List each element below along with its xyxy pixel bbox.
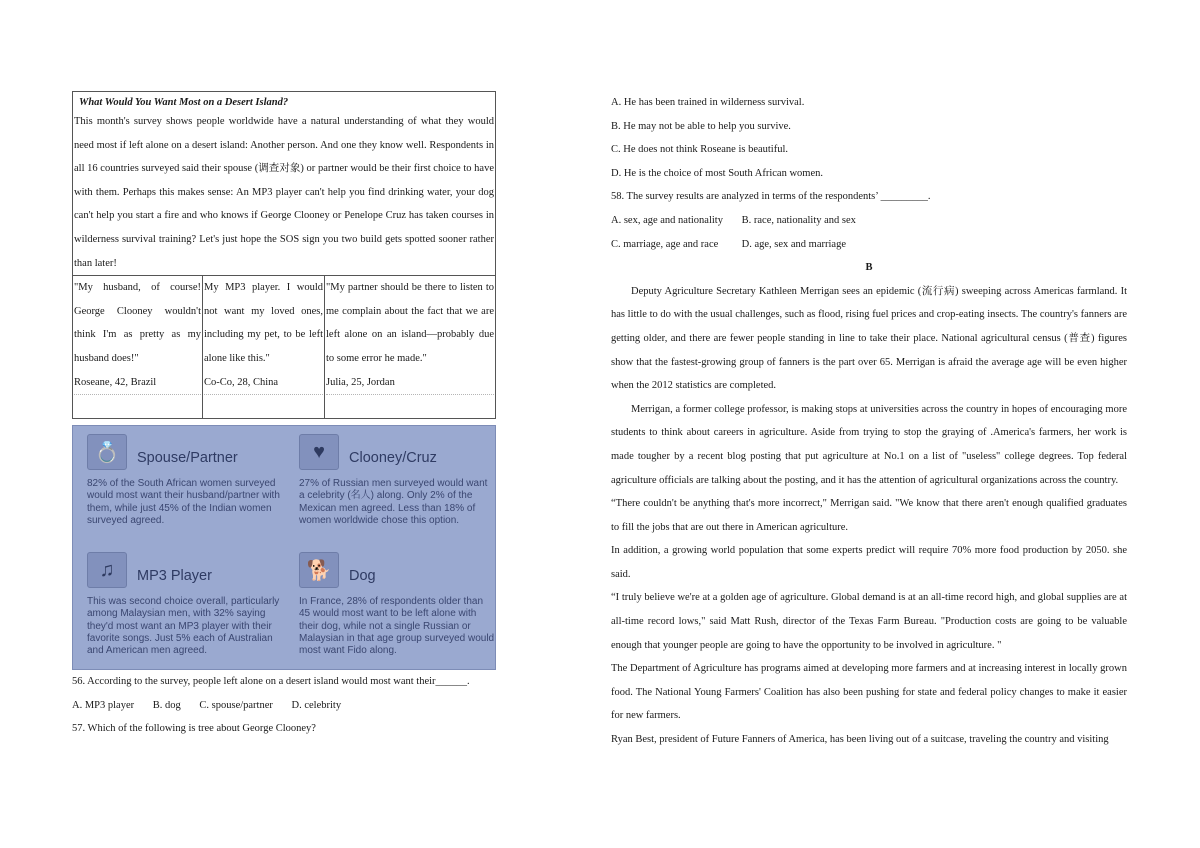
q57-option-c: C. He does not think Roseane is beautiful. [611,144,789,156]
dog-icon: 🐕 [299,552,339,588]
q58-option-b: B. race, nationality and sex [741,214,856,226]
infobox-text: 82% of the South African women surveyed would most want their husband/partner with them, while just 45% of the Indian women surveyed agreed. [87,478,280,527]
passage-paragraph: “I truly believe we're at a golden age of agriculture. Global demand is at an all-time record high, and global supplies are at all-time record lows," said Matt Rush, director of the Texas Farm Bureau. "Production costs are going to be valuable enough that younger people are going to have the opportunity to be involved in agriculture. " [611,592,1127,651]
option-b: B. dog [152,699,181,711]
q58-option-a: A. sex, age and nationality [611,214,723,226]
quote-author: Co-Co, 28, China [204,371,323,396]
passage-paragraph: In addition, a growing world population that some experts predict will require 70% more food production by 2050. she said. [611,545,1127,580]
infobox-heading: MP3 Player [137,568,212,585]
question-56 [72,670,496,741]
quote-author: Roseane, 42, Brazil [74,371,201,396]
infobox-text: 27% of Russian men surveyed would want a celebrity (名人) along. Only 2% of the Mexican men agreed. Less than 18% of women worldwide chose this option. [299,478,488,527]
q58-option-d: D. age, sex and marriage [741,238,846,250]
quote-julia [324,276,495,418]
passage-paragraph: The Department of Agriculture has programs aimed at developing more farmers and at increasing interest in locally grown food. The National Young Farmers' Coalition has also been pushing for state and federal policy changes to make it easier for new farmers. [611,663,1127,722]
quote-text: My MP3 player. I would not want my loved ones, including my pet, to be left alone like this." [204,282,323,364]
passage-paragraph: Merrigan, a former college professor, is making stops at universities across the country in hopes of encouraging more students to think about careers in agriculture. Aside from trying to stop the graying of .America's farmers, her work is made tougher by a recent blog posting that put agriculture at No.1 on a list of "useless" college degrees. Top federal agriculture officials are talking about the posting, and it has the attention of agricultural organizations across the country. [611,403,1127,486]
quote-text: "My partner should be there to listen to me complain about the fact that we are left alone on an island—probably due to some error he made." [326,282,494,364]
infobox-dog [299,552,495,664]
left-column [72,91,496,741]
quotes-row [73,275,495,418]
infobox-spouse-partner [87,434,287,544]
passage-paragraph: “There couldn't be anything that's more incorrect," Merrigan said. "We know that there aren't enough qualified graduates to fill the jobs that are out there in American agriculture. [611,498,1127,533]
q58-option-c: C. marriage, age and race [611,238,719,250]
question-options [72,694,496,718]
mp3-player-icon: ♫ [87,552,127,588]
quote-roseane [73,276,202,418]
section-b-heading: B [865,262,873,274]
q57-option-b: B. He may not be able to help you survive. [611,120,791,132]
q57-option-d: D. He is the choice of most South African women. [611,167,823,179]
q57-option-a: A. He has been trained in wilderness survival. [611,97,805,108]
quote-text: "My husband, of course! George Clooney wouldn't think I'm as pretty as my husband does!" [74,282,201,364]
infobox-mp3-player [87,552,287,664]
infobox-heading: Dog [349,568,376,585]
option-a: A. MP3 player [72,699,135,711]
quote-author: Julia, 25, Jordan [326,371,494,396]
survey-title: What Would You Want Most on a Desert Island? [79,97,289,108]
option-d: D. celebrity [291,699,342,711]
infobox-clooney-cruz [299,434,495,544]
quote-coco [202,276,324,418]
infobox-text: In France, 28% of respondents older than 45 would most want to be left alone with their dog, while not a single Russian or Malaysian in that age group surveyed would most want Fido along. [299,596,495,657]
survey-results-infographic [72,425,496,670]
infobox-text: This was second choice overall, particularly among Malaysian men, with 32% saying they'd most want an MP3 player with their favorite songs. Just 5% each of Australian and American men agreed. [87,596,280,657]
passage-paragraph: Deputy Agriculture Secretary Kathleen Merrigan sees an epidemic (流行病) sweeping across Americas farmland. It has little to do with the usual challenges, such as flood, rising fuel prices and crop-eating insects. The country's fanners are getting older, and there are fewer people standing in line to take their place. National agricultural census (普查) figures show that the fastest-growing group of fanners is the part over 65. Merrigan is afraid the average age will be even higher when the 2012 statistics are completed. [611,285,1127,392]
survey-intro: This month's survey shows people worldwide have a natural understanding of what they would need most if left alone on a desert island: Another person. And one they know well. Respondents in all 16 countries surveyed said their spouse (调查对象) or partner would be their first choice to have with them. Perhaps this makes sense: An MP3 player can't help you find drinking water, your dog can't help you start a fire and who knows if George Clooney or Penelope Cruz has taken courses in wilderness survival training? Let's just hope the SOS sign you two build gets spotted sooner rather than later! [74,116,494,269]
right-column [611,91,1127,752]
rings-icon: 💍 [87,434,127,470]
q58-options-row-1 [611,209,1127,233]
passage-paragraph: Ryan Best, president of Future Fanners of America, has been living out of a suitcase, traveling the country and visiting [611,734,1109,746]
option-c: C. spouse/partner [199,699,273,711]
question-57-text: 57. Which of the following is tree about George Clooney? [72,723,316,735]
infobox-heading: Spouse/Partner [137,450,238,467]
survey-box [72,91,496,419]
heart-icon: ♥ [299,434,339,470]
question-58-text: 58. The survey results are analyzed in terms of the respondents’ _________. [611,191,931,203]
infobox-heading: Clooney/Cruz [349,450,437,467]
q58-options-row-2 [611,233,1127,257]
question-text: 56. According to the survey, people left alone on a desert island would most want their______. [72,676,470,688]
